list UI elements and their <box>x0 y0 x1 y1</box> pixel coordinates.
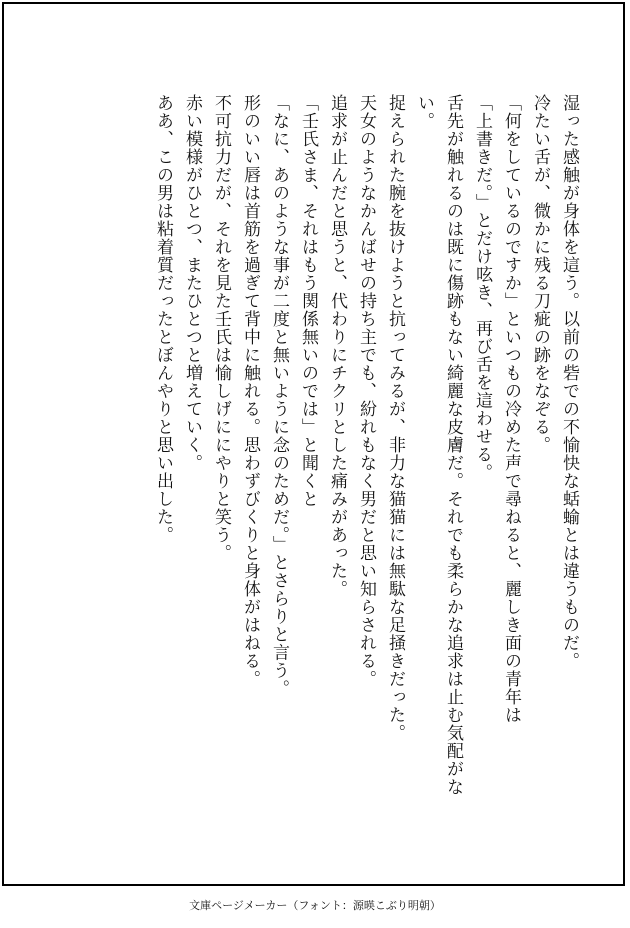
footer-credit: 文庫ページメーカー（フォント：源暎こぶり明朝） <box>189 899 441 912</box>
paragraph-1: 湿った感触が身体を這う。以前の砦での不愉快な蛞蝓とは違うものだ。 <box>559 94 579 670</box>
paragraph-7: 天女のようなかんばせの持ち主でも、紛れもなく男だと思い知らされる。 <box>356 94 376 688</box>
paragraph-14: ああ、この男は粘着質だったとぼんやりと思い出した。 <box>153 94 173 544</box>
paragraph-8: 追求が止んだと思うと、代わりにチクリとした痛みがあった。 <box>327 94 347 598</box>
paragraph-13: 赤い模様がひとつ、またひとつと増えていく。 <box>182 94 202 472</box>
paragraph-4: 「上書きだ。」とだけ呟き、再び舌を這わせる。 <box>472 94 492 482</box>
vertical-text-body <box>148 94 583 814</box>
paragraph-6: 捉えられた腕を抜けようと抗ってみるが、非力な猫猫には無駄な足掻きだった。 <box>385 94 405 742</box>
paragraph-5: 舌先が触れるのは既に傷跡もない綺麗な皮膚だ。それでも柔らかな追求は止む気配がない。 <box>414 94 463 796</box>
paragraph-11: 形のいい唇は首筋を過ぎて背中に触れる。思わずびくりと身体がはねる。 <box>240 94 260 688</box>
paragraph-9: 「壬氏さま、それはもう関係無いのでは」と聞くと <box>298 94 318 508</box>
paragraph-10: 「なに、あのような事が二度と無いように念のためだ。」とさらりと言う。 <box>269 94 289 698</box>
paragraph-12: 不可抗力だが、それを見た壬氏は愉しげににやりと笑う。 <box>211 94 231 562</box>
page-frame <box>2 2 625 886</box>
paragraph-3: 「何をしているのですか」といつもの冷めた声で尋ねると、麗しき面の青年は <box>501 94 521 724</box>
paragraph-2: 冷たい舌が、微かに残る刀疵の跡をなぞる。 <box>530 94 550 454</box>
